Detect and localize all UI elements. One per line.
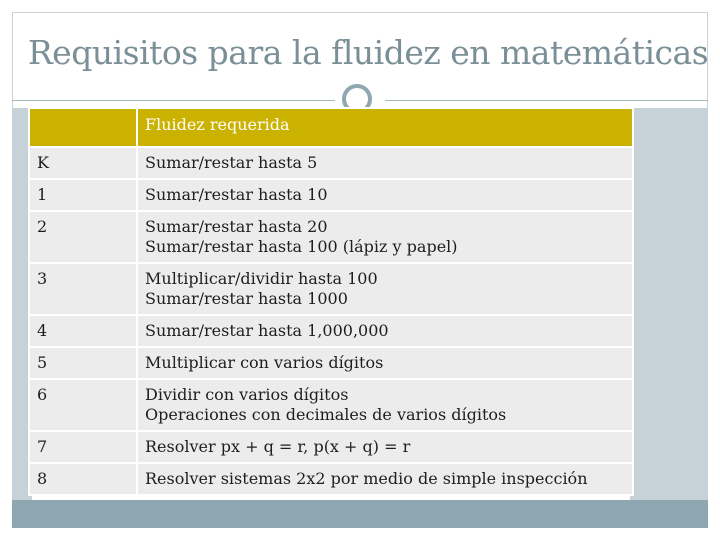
bottom-decor-band: [12, 500, 708, 528]
fluency-line: Multiplicar/dividir hasta 100: [145, 269, 378, 288]
table-row: [29, 179, 633, 211]
fluency-cell: [137, 431, 633, 463]
fluency-cell: [137, 347, 633, 379]
grade-cell: 7: [29, 431, 137, 463]
grade-cell: 6: [29, 379, 137, 431]
fluency-cell: [137, 147, 633, 179]
fluency-line: Sumar/restar hasta 1000: [145, 289, 348, 308]
fluency-line: Sumar/restar hasta 20: [145, 217, 328, 236]
grade-cell: 8: [29, 463, 137, 495]
table-row: [29, 431, 633, 463]
grade-cell: 4: [29, 315, 137, 347]
fluency-line: Multiplicar con varios dígitos: [145, 353, 384, 372]
grade-cell: 5: [29, 347, 137, 379]
fluency-cell: [137, 379, 633, 431]
grade-cell: K: [29, 147, 137, 179]
table-row: [29, 211, 633, 263]
fluency-line: Resolver sistemas 2x2 por medio de simple inspección: [145, 469, 588, 488]
right-decor-band: [630, 108, 708, 528]
fluency-cell: [137, 211, 633, 263]
header-fluency: Fluidez requerida: [137, 108, 633, 147]
fluency-table: [28, 107, 634, 496]
header-grade: [29, 108, 137, 147]
table-row: [29, 463, 633, 495]
table-row: [29, 315, 633, 347]
table-row: [29, 147, 633, 179]
table-row: [29, 263, 633, 315]
grade-cell: 1: [29, 179, 137, 211]
table-header-row: [29, 108, 633, 147]
fluency-cell: [137, 315, 633, 347]
fluency-line: Sumar/restar hasta 5: [145, 153, 318, 172]
fluency-line: Sumar/restar hasta 1,000,000: [145, 321, 389, 340]
grade-cell: 2: [29, 211, 137, 263]
fluency-line: Sumar/restar hasta 100 (lápiz y papel): [145, 237, 458, 256]
fluency-cell: [137, 263, 633, 315]
table-row: [29, 347, 633, 379]
fluency-cell: [137, 463, 633, 495]
fluency-line: Operaciones con decimales de varios dígitos: [145, 405, 507, 424]
fluency-cell: [137, 179, 633, 211]
grade-cell: 3: [29, 263, 137, 315]
fluency-line: Sumar/restar hasta 10: [145, 185, 328, 204]
slide-title: Requisitos para la fluidez en matemáticas: [27, 33, 709, 72]
fluency-line: Resolver px + q = r, p(x + q) = r: [145, 437, 411, 456]
table-row: [29, 379, 633, 431]
fluency-line: Dividir con varios dígitos: [145, 385, 349, 404]
